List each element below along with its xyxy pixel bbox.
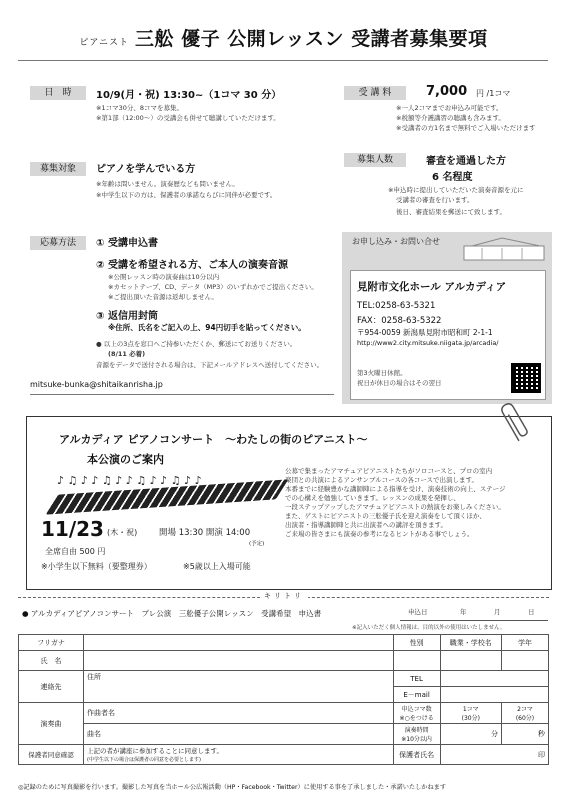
schedule-note-1: ※1コマ30分、8コマを募集。	[96, 104, 183, 112]
fee-unit: 円 /1コマ	[476, 89, 511, 98]
tel-input[interactable]	[440, 671, 548, 687]
guardian-note: (中学生以下の場合は保護者の同意を必要とします)	[87, 757, 201, 763]
capacity-note-3: 後日、審査結果を郵送にて致します。	[396, 208, 506, 216]
concert-description	[285, 467, 547, 539]
schedule-value: 10/9(月・祝) 13:30~（1コマ 30 分）	[96, 90, 282, 101]
concert-date-day: (木・祝)	[107, 528, 138, 537]
seconds-input[interactable]	[501, 724, 548, 745]
concert-time-note: (予定)	[249, 541, 265, 547]
form-heading: ● アルカディアピアノコンサート プレ公演 三舩優子公開レッスン 受講希望 申込書	[22, 609, 322, 618]
guardian-name-input[interactable]	[440, 745, 548, 765]
guardian-consent	[84, 745, 394, 765]
form-month: 月	[494, 608, 501, 616]
apply-step-3-note: ※住所、氏名をご記入の上、94円切手を貼ってください。	[108, 323, 306, 332]
furigana-label: フリガナ	[19, 635, 84, 651]
school-label: 職業・学校名	[440, 635, 501, 651]
name-label: 氏 名	[19, 651, 84, 671]
capacity-label: 募集人数	[344, 153, 406, 167]
form-year: 年	[460, 608, 467, 616]
furigana-input[interactable]	[84, 635, 394, 651]
apply-step-2-note-1: ※公開レッスン時の演奏曲は10分以内	[108, 273, 220, 281]
contact-address: 〒954-0059 新潟県見附市昭和町 2-1-1	[357, 328, 493, 337]
fee-note-3: ※受講者の方1名まで無料でご入場いただけます	[396, 124, 536, 132]
contact-closed-1: 第3火曜日休館。	[357, 369, 407, 377]
apply-label: 応募方法	[30, 236, 86, 250]
apply-email-note: 音源をデータで送付される場合は、下記メールアドレスへ送付してください。	[96, 361, 324, 369]
concert-desc-line: 楽団との共演によるアンサンブルコースの各コースで出演します。	[285, 476, 478, 484]
contact-heading: お申し込み・お問い合せ	[352, 237, 440, 246]
fee-note-2: ※税額等介護講習の聴講も含みます。	[396, 114, 505, 122]
apply-deadline: (8/11 必着)	[108, 350, 146, 358]
grade-input[interactable]	[502, 651, 549, 671]
concert-desc-line: ご来場の皆さまにも演奏の参考になるヒントがある事でしょう。	[285, 530, 474, 538]
capacity-value: 審査を通過した方	[426, 156, 506, 167]
concert-desc-line: また、ゲストにピアニストの三舩優子氏を迎え演奏をして頂くほか、	[285, 512, 486, 520]
slot-two-sub: (60分)	[515, 715, 535, 722]
seal-label: 印	[538, 750, 545, 759]
slot-one-sub: (30分)	[461, 715, 480, 722]
contact-closed-2: 祝日が休日の場合はその翌日	[357, 379, 442, 387]
fee-note-1: ※一人2コマまでお申込み可能です。	[396, 104, 503, 112]
email-label: E－mail	[393, 687, 440, 703]
slot-two-option[interactable]	[501, 703, 548, 724]
concert-desc-line: 本番までに経験豊かな講師陣による指導を受け、演奏技術の向上、ステージ	[285, 485, 506, 493]
title-rule	[18, 60, 548, 61]
piece-label: 演奏曲	[19, 703, 84, 745]
seconds-label: 秒	[538, 730, 545, 738]
fee-amount: 7,000	[426, 84, 468, 99]
hall-illustration	[462, 236, 548, 262]
concert-time: 開場 13:30 開演 14:00	[159, 528, 251, 538]
composer-input[interactable]	[84, 703, 394, 724]
pre-title: ピアニスト	[79, 38, 129, 48]
apply-step-2-note-2: ※カセットテープ、CD、データ（MP3）のいずれかでご提出ください。	[108, 283, 318, 291]
date-rule	[400, 620, 548, 621]
capacity-note-2: 受講者の審査を行います。	[396, 196, 474, 204]
email-input[interactable]	[440, 687, 548, 703]
guardian-label: 保護者同意確認	[19, 745, 84, 765]
concert-price: 全席自由 500 円	[45, 547, 106, 556]
slot-two-label: 2コマ	[517, 706, 533, 713]
grade-label: 学年	[502, 635, 549, 651]
qr-code[interactable]	[511, 363, 541, 393]
concert-desc-line: 一段ステップアップしたアマチュアピアニストの熱演をお楽しみください。	[285, 503, 505, 511]
minutes-input[interactable]	[440, 724, 501, 745]
slot-one-label: 1コマ	[462, 706, 479, 713]
concert-desc-line: 出演者・指導講師陣と共に出演者への講評を頂きます。	[285, 521, 447, 529]
composer-label: 作曲者名	[87, 709, 115, 717]
capacity-count: 6 名程度	[432, 172, 473, 183]
concert-age-note: ※5歳以上入場可能	[183, 562, 251, 571]
address-label: 連絡先	[19, 671, 84, 703]
photo-consent-note: ◎記録のために写真撮影を行います。撮影した写真を当ホール公広報活動（HP・Facebook・Twitter）に使用する事を了承しました・承諾いたしかねます	[18, 784, 447, 791]
contact-name: 見附市文化ホール アルカディア	[357, 281, 507, 293]
cut-label: キリトリ	[260, 591, 308, 601]
form-note: ※記入いただく個人情報は、目的以外の使用はいたしません。	[352, 625, 506, 631]
gender-input[interactable]	[393, 651, 440, 671]
schedule-note-2: ※第1部（12:00～）の受講会も併せて聴講していただけます。	[96, 114, 280, 122]
apply-step-1: ① 受講申込書	[96, 238, 158, 249]
page-title	[0, 24, 567, 51]
form-date-label: 申込日	[408, 608, 428, 616]
concert-desc-line: での心構えを勉強していきます。レッスンの成果を発揮し、	[285, 494, 460, 502]
main-title: 三舩 優子 公開レッスン 受講者募集要項	[134, 28, 488, 50]
slot-one-option[interactable]	[440, 703, 501, 724]
apply-step-2-note-3: ※ご提出頂いた音源は返却しません。	[108, 293, 218, 301]
duration-label-text: 演奏時間	[404, 727, 429, 734]
guardian-text: 上記の者が講座に参加することに同意します。	[87, 747, 223, 755]
contact-tel[interactable]: TEL:0258-63-5321	[357, 301, 436, 311]
gender-label: 性別	[393, 635, 440, 651]
contact-panel	[342, 232, 552, 404]
target-note-2: ※中学生以下の方は、保護者の承諾ならびに同伴が必要です。	[96, 191, 277, 199]
duration-label	[393, 724, 440, 745]
apply-deadline-note: ● 以上の3点を窓口へご持参いただくか、郵送にてお送りください。	[96, 340, 297, 348]
concert-date: 11/23	[41, 517, 104, 541]
paperclip-icon	[500, 400, 530, 444]
concert-free-note: ※小学生以下無料（要整理券）	[41, 562, 152, 571]
concert-panel	[26, 416, 552, 590]
guardian-name-label: 保護者氏名	[393, 745, 440, 765]
apply-step-3: ③ 返信用封筒	[96, 311, 158, 322]
fee-label: 受 講 料	[344, 86, 406, 100]
schedule-label: 日 時	[30, 86, 86, 100]
note-icon: ♪ ♫ ♪ ♪ ♫ ♪ ♪ ♫ ♪ ♪ ♫ ♪ ♪	[57, 474, 202, 487]
concert-desc-line: 公募で集まったアマチュアピアニストたちがソロコースと、プロの室内	[285, 467, 493, 475]
tel-label: TEL	[393, 671, 440, 687]
minutes-label: 分	[490, 730, 498, 738]
title-input[interactable]	[84, 724, 394, 745]
slots-sub-label: ※○をつける	[399, 715, 434, 722]
address-sub-label: 住所	[87, 673, 101, 681]
contact-card	[350, 270, 546, 400]
target-label: 募集対象	[30, 162, 86, 176]
concert-subtitle: 本公演のご案内	[87, 453, 164, 466]
capacity-note-1: ※申込時に提出していただいた演奏音源を元に	[388, 186, 524, 194]
concert-title: アルカディア ピアノコンサート ～わたしの街のピアニスト～	[59, 433, 368, 446]
name-input[interactable]	[84, 651, 394, 671]
slots-label	[393, 703, 440, 724]
form-day: 日	[528, 608, 535, 616]
slots-label-text: 申込コマ数	[401, 706, 432, 713]
school-input[interactable]	[440, 651, 501, 671]
application-form	[18, 634, 549, 765]
apply-step-2: ② 受講を希望される方、ご本人の演奏音源	[96, 260, 288, 271]
target-note-1: ※年齢は問いません。演奏歴なども問いません。	[96, 180, 239, 188]
address-input[interactable]	[84, 671, 394, 703]
contact-fax: FAX：0258-63-5322	[357, 316, 442, 326]
target-value: ピアノを学んでいる方	[96, 164, 196, 175]
duration-sub-label: ※10分以内	[401, 736, 432, 743]
title-label: 曲名	[87, 730, 101, 738]
contact-url[interactable]: http://www2.city.mitsuke.niigata.jp/arcadia/	[357, 339, 499, 347]
apply-rule	[30, 394, 334, 395]
apply-email[interactable]: mitsuke-bunka@shitaikanrisha.jp	[30, 380, 163, 389]
